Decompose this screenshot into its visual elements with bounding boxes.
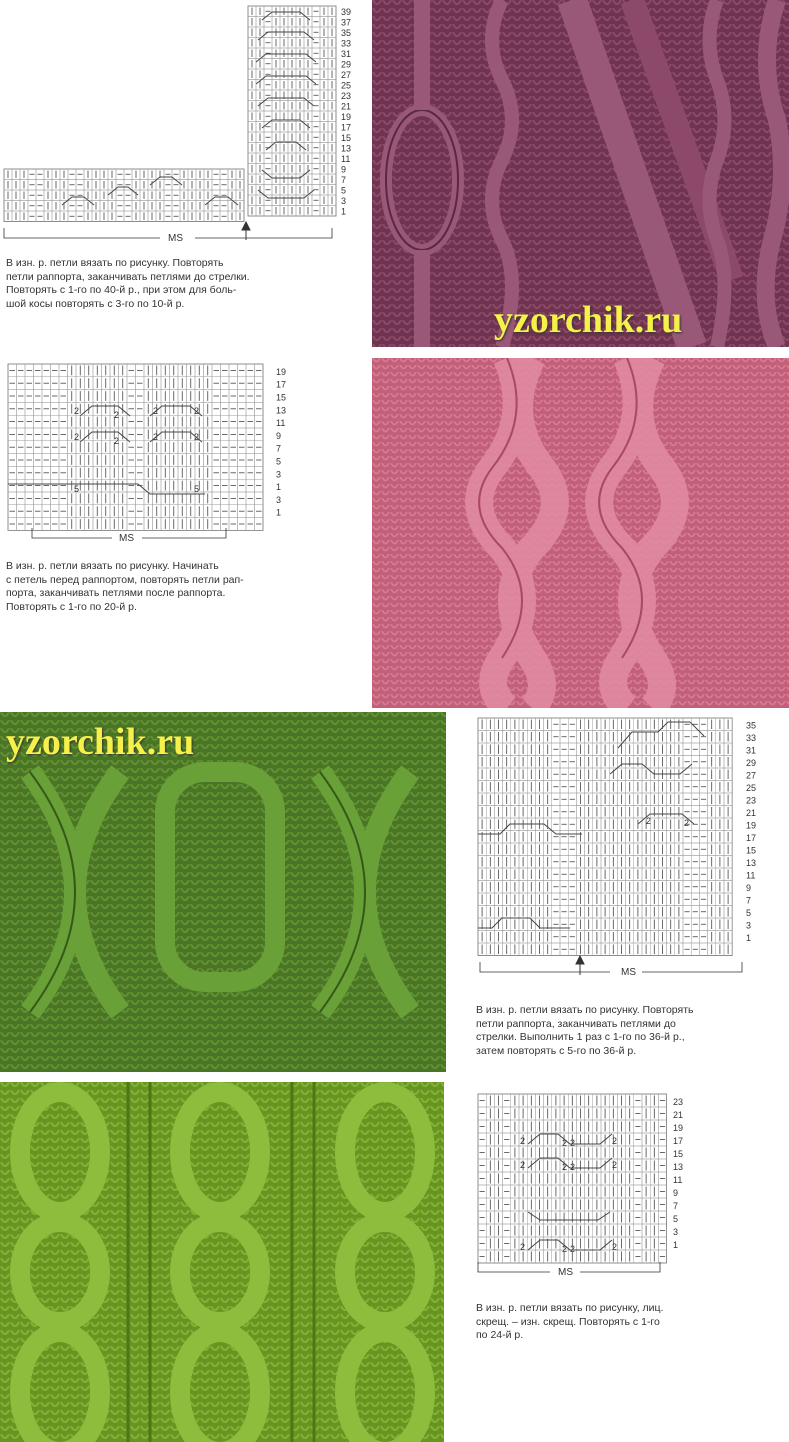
lime-cable-texture (0, 1082, 444, 1442)
chart-2-grid (8, 364, 263, 530)
knit-photo-green (0, 712, 446, 1072)
cable-count: 2 (153, 406, 159, 416)
row-number: 9 (341, 164, 347, 175)
chart-1-grid (4, 6, 336, 222)
cable-count: 2 (74, 406, 80, 416)
cable-count: 2 (684, 818, 690, 828)
cable-count: 2 (646, 816, 652, 826)
chart-4-row-numbers (673, 1097, 683, 1250)
row-number: 7 (746, 895, 752, 906)
row-number: 35 (746, 720, 757, 731)
cable-count: 2 (153, 432, 159, 442)
knit-photo-pink (372, 358, 789, 708)
chart-3-grid (478, 718, 732, 956)
cable-count: 2 (194, 432, 200, 442)
chart-4 (470, 1088, 789, 1288)
cable-count: 2 (612, 1160, 618, 1170)
watermark-green: yzorchik.ru (6, 721, 195, 763)
row-number: 31 (746, 745, 757, 756)
row-number: 29 (341, 59, 352, 70)
row-number: 25 (746, 783, 757, 794)
cable-count: 2 (612, 1242, 618, 1252)
arrow-icon (242, 222, 250, 240)
chart-2 (0, 360, 360, 550)
row-number: 33 (746, 733, 757, 744)
row-number: 21 (341, 101, 352, 112)
row-number: 19 (673, 1123, 684, 1134)
row-number: 27 (746, 770, 757, 781)
row-number: 37 (341, 17, 352, 28)
chart-1-ms-label: MS (168, 233, 183, 244)
knit-photo-plum (372, 0, 789, 347)
cable-count: 2 (562, 1244, 568, 1254)
chart-3 (470, 712, 789, 982)
row-number: 5 (276, 456, 282, 467)
cable-count: 2 (562, 1162, 568, 1172)
row-number: 19 (276, 366, 287, 377)
chart-3-row-numbers (746, 721, 756, 944)
plum-cable-texture (372, 0, 789, 347)
row-number: 17 (746, 833, 757, 844)
row-number: 17 (673, 1136, 684, 1147)
row-number: 9 (276, 430, 282, 441)
cable-count: 2 (612, 1136, 618, 1146)
pink-cable-texture (372, 358, 789, 708)
row-number: 29 (746, 758, 757, 769)
chart-2-instructions: В изн. р. петли вязать по рисунку. Начинать с петель перед раппортом, повторять петли рап- порта, заканчивать петлями после раппорта. Повторять с 1-го по 20-й р. (6, 560, 244, 613)
row-number: 15 (673, 1149, 684, 1160)
row-number: 31 (341, 48, 352, 59)
row-number: 15 (341, 132, 352, 143)
cable-count: 2 (562, 1138, 568, 1148)
row-number: 9 (673, 1188, 679, 1199)
row-number: 21 (673, 1110, 684, 1121)
row-number: 23 (746, 795, 757, 806)
chart-2-row-numbers (276, 367, 286, 518)
row-number: 3 (746, 920, 752, 931)
row-number: 7 (341, 174, 347, 185)
chart-4-ms-label: MS (558, 1267, 573, 1278)
row-number: 7 (673, 1201, 679, 1212)
row-number: 19 (341, 111, 352, 122)
chart-3-instructions: В изн. р. петли вязать по рисунку. Повторять петли раппорта, заканчивать петлями до стрелки. Выполнить 1 раз с 1-го по 36-й р., затем повторять с 5-го по 36-й р. (476, 1004, 694, 1057)
row-number: 3 (276, 494, 282, 505)
knit-photo-lime (0, 1082, 444, 1442)
row-number: 11 (341, 153, 351, 164)
green-cable-texture (0, 712, 446, 1072)
row-number: 17 (341, 122, 352, 133)
row-number: 13 (341, 143, 352, 154)
row-number: 11 (276, 418, 286, 429)
row-number: 3 (276, 469, 282, 480)
row-number: 19 (746, 820, 757, 831)
cable-count: 5 (74, 484, 80, 494)
row-number: 3 (341, 195, 347, 206)
row-number: 5 (341, 185, 347, 196)
cable-count: 2 (114, 436, 120, 446)
row-number: 33 (341, 38, 352, 49)
row-number: 5 (746, 908, 752, 919)
row-number: 23 (341, 90, 352, 101)
cable-count: 2 (570, 1162, 576, 1172)
cable-count: 5 (194, 484, 200, 494)
row-number: 25 (341, 80, 352, 91)
cable-count: 2 (520, 1160, 526, 1170)
row-number: 13 (276, 405, 287, 416)
cable-count: 2 (520, 1136, 526, 1146)
cable-count: 2 (520, 1242, 526, 1252)
row-number: 27 (341, 69, 352, 80)
row-number: 23 (673, 1097, 684, 1108)
row-number: 15 (276, 392, 287, 403)
chart-2-ms-label: MS (119, 533, 134, 544)
row-number: 1 (673, 1240, 679, 1251)
cable-count: 2 (570, 1244, 576, 1254)
row-number: 1 (276, 482, 282, 493)
cable-count: 2 (194, 406, 200, 416)
row-number: 3 (673, 1227, 679, 1238)
cable-count: 2 (74, 432, 80, 442)
chart-1-row-numbers (341, 7, 351, 217)
row-number: 11 (673, 1175, 683, 1186)
row-number: 39 (341, 6, 352, 17)
chart-1 (0, 0, 360, 250)
row-number: 11 (746, 870, 756, 881)
row-number: 9 (746, 883, 752, 894)
row-number: 13 (673, 1162, 684, 1173)
row-number: 5 (673, 1214, 679, 1225)
watermark-top: yzorchik.ru (494, 299, 683, 341)
row-number: 17 (276, 379, 287, 390)
cable-count: 2 (114, 410, 120, 420)
row-number: 1 (276, 507, 282, 518)
row-number: 1 (341, 206, 347, 217)
chart-3-ms-bracket (480, 962, 742, 972)
chart-4-instructions: В изн. р. петли вязать по рисунку, лиц. скрещ. – изн. скрещ. Повторять с 1-го по 24-й р. (476, 1302, 664, 1341)
cable-count: 2 (570, 1138, 576, 1148)
chart-4-grid (478, 1094, 667, 1263)
row-number: 21 (746, 808, 757, 819)
row-number: 35 (341, 27, 352, 38)
row-number: 7 (276, 443, 282, 454)
row-number: 13 (746, 858, 757, 869)
chart-1-instructions: В изн. р. петли вязать по рисунку. Повторять петли раппорта, заканчивать петлями до стрелки. Повторять с 1-го по 40-й р., при этом для боль- шой косы повторять с 3-го по 10-й р. (6, 257, 250, 310)
row-number: 15 (746, 845, 757, 856)
row-number: 1 (746, 933, 752, 944)
chart-3-ms-label: MS (621, 967, 636, 978)
